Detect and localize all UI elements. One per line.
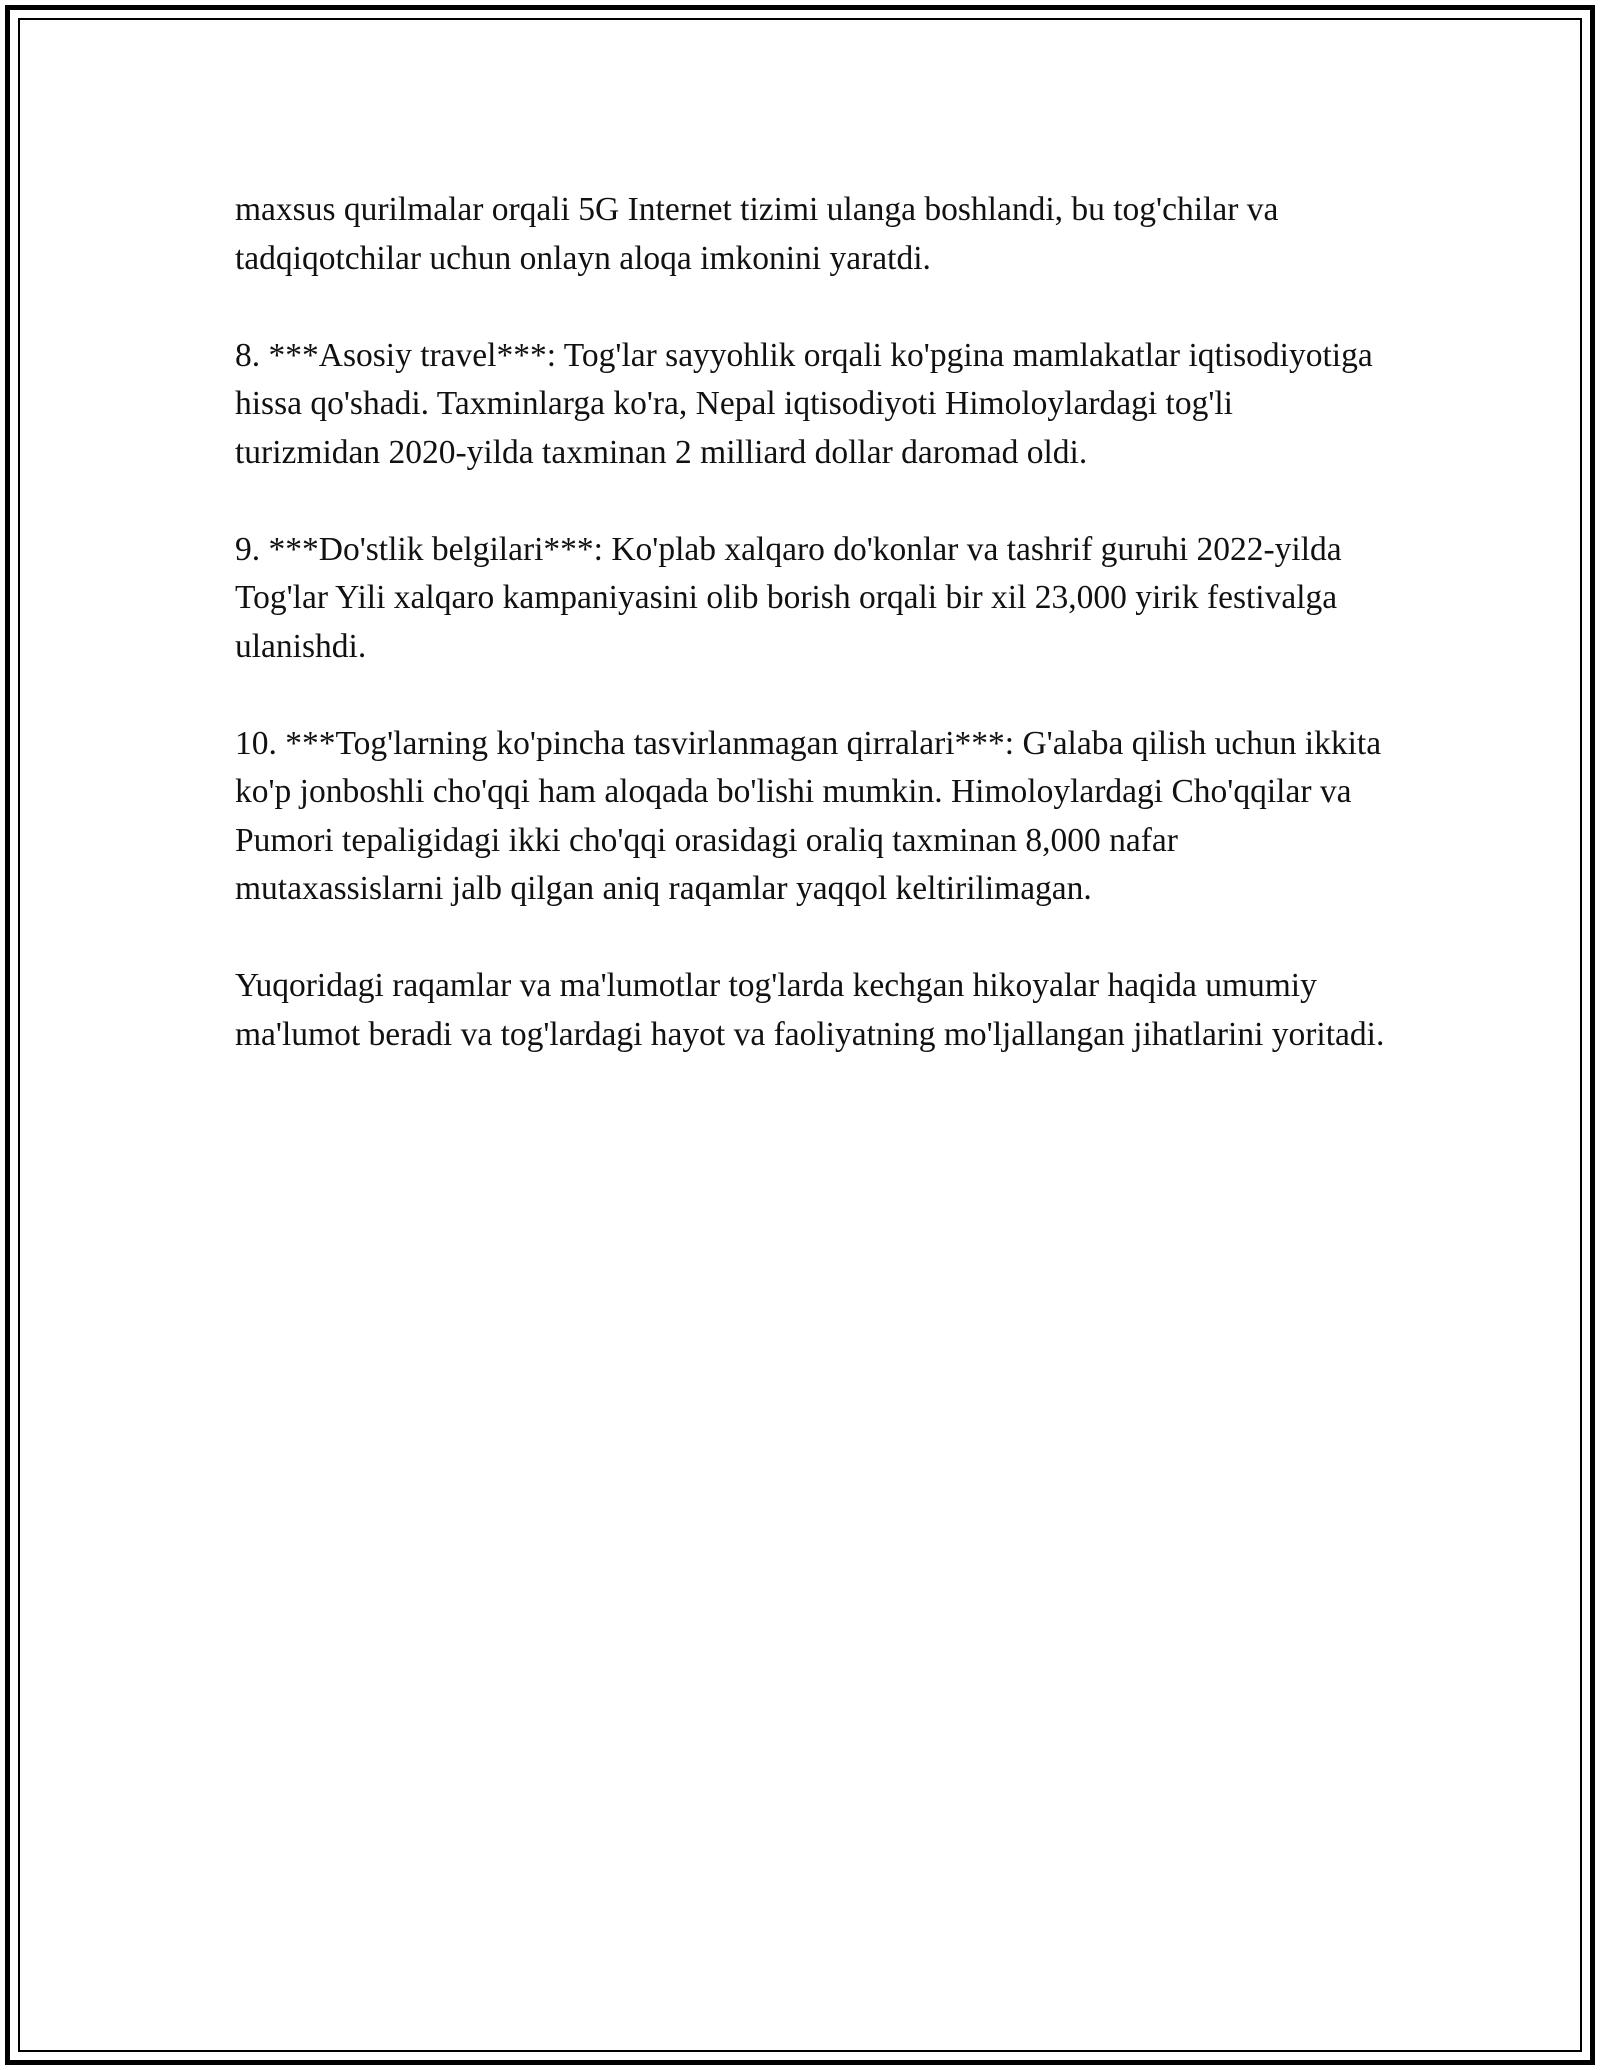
paragraph-item-9: 9. ***Do'stlik belgilari***: Ko'plab xalqaro do'konlar va tashrif guruhi 2022-yilda Tog'lar Yili xalqaro kampaniyasini olib borish orqali bir xil 23,000 yirik festivalga ulanishdi. xyxy=(235,530,1342,665)
paragraph-item-8: 8. ***Asosiy travel***: Tog'lar sayyohlik orqali ko'pgina mamlakatlar iqtisodiyotiga hissa qo'shadi. Taxminlarga ko'ra, Nepal iqtisodiyoti Himoloylardagi tog'li turizmidan 2020-yilda taxminan 2 milliard dollar daromad oldi. xyxy=(235,336,1373,471)
document-body xyxy=(235,186,1385,1108)
paragraph-conclusion: Yuqoridagi raqamlar va ma'lumotlar tog'larda kechgan hikoyalar haqida umumiy ma'lumot beradi va tog'lardagi hayot va faoliyatning mo'ljallangan jihatlarini yoritadi. xyxy=(235,967,1385,1053)
paragraph-item-10: 10. ***Tog'larning ko'pincha tasvirlanmagan qirralari***: G'alaba qilish uchun ikkita ko'p jonboshli cho'qqi ham aloqada bo'lishi mumkin. Himoloylardagi Cho'qqilar va Pumori tepaligidagi ikki cho'qqi orasidagi oraliq taxminan 8,000 nafar mutaxassislarni jalb qilgan aniq raqamlar yaqqol keltirilimagan. xyxy=(235,724,1382,907)
paragraph-intro-continuation: maxsus qurilmalar orqali 5G Internet tizimi ulanga boshlandi, bu tog'chilar va tadqiqotchilar uchun onlayn aloqa imkonini yaratdi. xyxy=(235,191,1279,277)
